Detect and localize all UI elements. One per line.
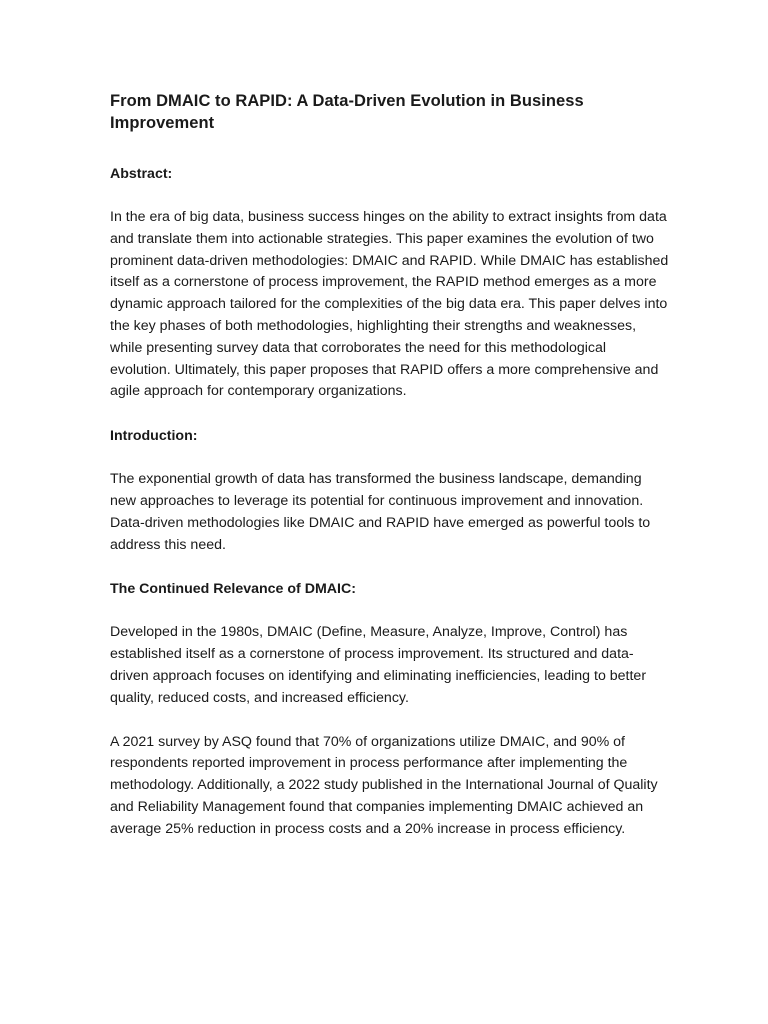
document-title: From DMAIC to RAPID: A Data-Driven Evolution in Business Improvement [110, 92, 584, 132]
dmaic-paragraph-1: Developed in the 1980s, DMAIC (Define, Measure, Analyze, Improve, Control) has established itself as a cornerstone of process improvement. Its structured and data-driven approach focuses on identifying and eliminating inefficiencies, leading to better quality, reduced costs, and increased efficiency. [110, 624, 647, 706]
document-page [110, 90, 670, 863]
abstract-paragraph: In the era of big data, business success hinges on the ability to extract insights from data and translate them into actionable strategies. This paper examines the evolution of two prominent data-driven methodologies: DMAIC and RAPID. While DMAIC has established itself as a cornerstone of process improvement, the RAPID method emerges as a more dynamic approach tailored for the complexities of the big data era. This paper delves into the key phases of both methodologies, highlighting their strengths and weaknesses, while presenting survey data that corroborates the need for this methodological evolution. Ultimately, this paper proposes that RAPID offers a more comprehensive and agile approach for contemporary organizations. [110, 209, 669, 400]
abstract-heading: Abstract: [110, 166, 173, 182]
introduction-heading: Introduction: [110, 428, 198, 445]
dmaic-paragraph-2: A 2021 survey by ASQ found that 70% of organizations utilize DMAIC, and 90% of respondents reported improvement in process performance after implementing the methodology. Additionally, a 2022 study published in the International Journal of Quality and Reliability Management found that companies implementing DMAIC achieved an average 25% reduction in process costs and a 20% increase in process efficiency. [110, 733, 658, 837]
introduction-paragraph: The exponential growth of data has transformed the business landscape, demanding new approaches to leverage its potential for continuous improvement and innovation. Data-driven methodologies like DMAIC and RAPID have emerged as powerful tools to address this need. [110, 471, 651, 553]
dmaic-relevance-heading: The Continued Relevance of DMAIC: [110, 581, 356, 598]
